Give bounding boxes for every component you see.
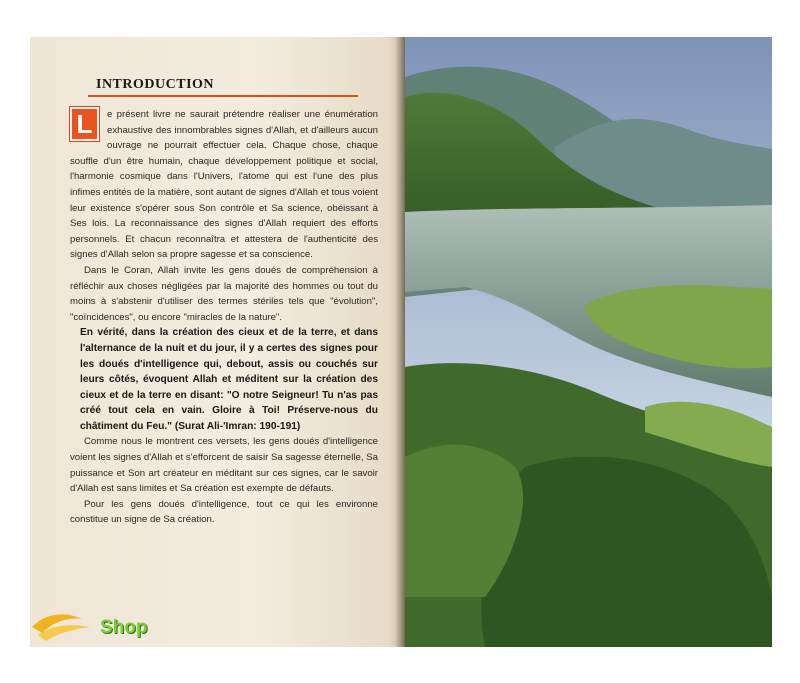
logo-text: Shop bbox=[100, 617, 148, 638]
heading-underline bbox=[88, 95, 358, 97]
left-page bbox=[30, 37, 402, 647]
paragraph-1 bbox=[70, 107, 378, 263]
book-spread bbox=[30, 37, 772, 647]
quran-quote: En vérité, dans la création des cieux et de la terre, et dans l'alternance de la nuit et du jour, il y a certes des signes pour les doués d'intelligence qui, debout, assis ou couchés sur leurs côtés, évoquent Allah et méditent sur la création des cieux et de la terre en disant: "O notre Seigneur! Tu n'as pas créé tout cela en vain. Gloire à Toi! Préserve-nous du châtiment du Feu." (Surat Ali-'Imran: 190-191) bbox=[80, 327, 378, 432]
lake-landscape-photo bbox=[405, 37, 772, 647]
paragraph-2: Dans le Coran, Allah invite les gens doués de compréhension à réfléchir aux choses négligées par la majorité des hommes ou tout du moins à s'abstenir d'utiliser des termes stériles tels que "évolution", "coïncidences", ou encore "miracles de la nature". bbox=[70, 264, 378, 323]
right-page-photo bbox=[405, 37, 772, 647]
drop-cap: L bbox=[70, 107, 99, 141]
paragraph-4: Comme nous le montrent ces versets, les gens doués d'intelligence voient les signes d'Allah et s'efforcent de saisir Sa sagesse éternelle, Sa puissance et Son art créateur en méditant sur ces signes, car le savoir d'Allah est sans limites et Sa création est exempte de défauts. bbox=[70, 436, 378, 495]
chapter-heading: INTRODUCTION bbox=[96, 77, 215, 92]
logo-swirl-icon bbox=[30, 605, 105, 645]
shop-logo bbox=[30, 605, 170, 645]
paragraph-5: Pour les gens doués d'intelligence, tout ce qui les environne constitue un signe de Sa création. bbox=[70, 498, 378, 526]
paragraph-1-text: e présent livre ne saurait prétendre réaliser une énumération exhaustive des innombrables signes d'Allah, et d'ailleurs aucun ouvrage ne pourrait effectuer cela. Chaque chose, chaque souffle d'un être humain, chaque développement politique et social, l'harmonie cosmique dans l'Univers, l'atome qui est l'une des plus infimes entités de la matière, sont autant de signes d'Allah et tous voient leur existence s'opérer sous Son contrôle et Sa science, obéissant à Ses lois. La reconnaissance des signes d'Allah requiert des efforts personnels. Et chacun reconnaîtra et attestera de l'authenticité des signes d'Allah selon sa propre sagesse et sa conscience. bbox=[70, 109, 378, 261]
body-text bbox=[70, 107, 378, 528]
